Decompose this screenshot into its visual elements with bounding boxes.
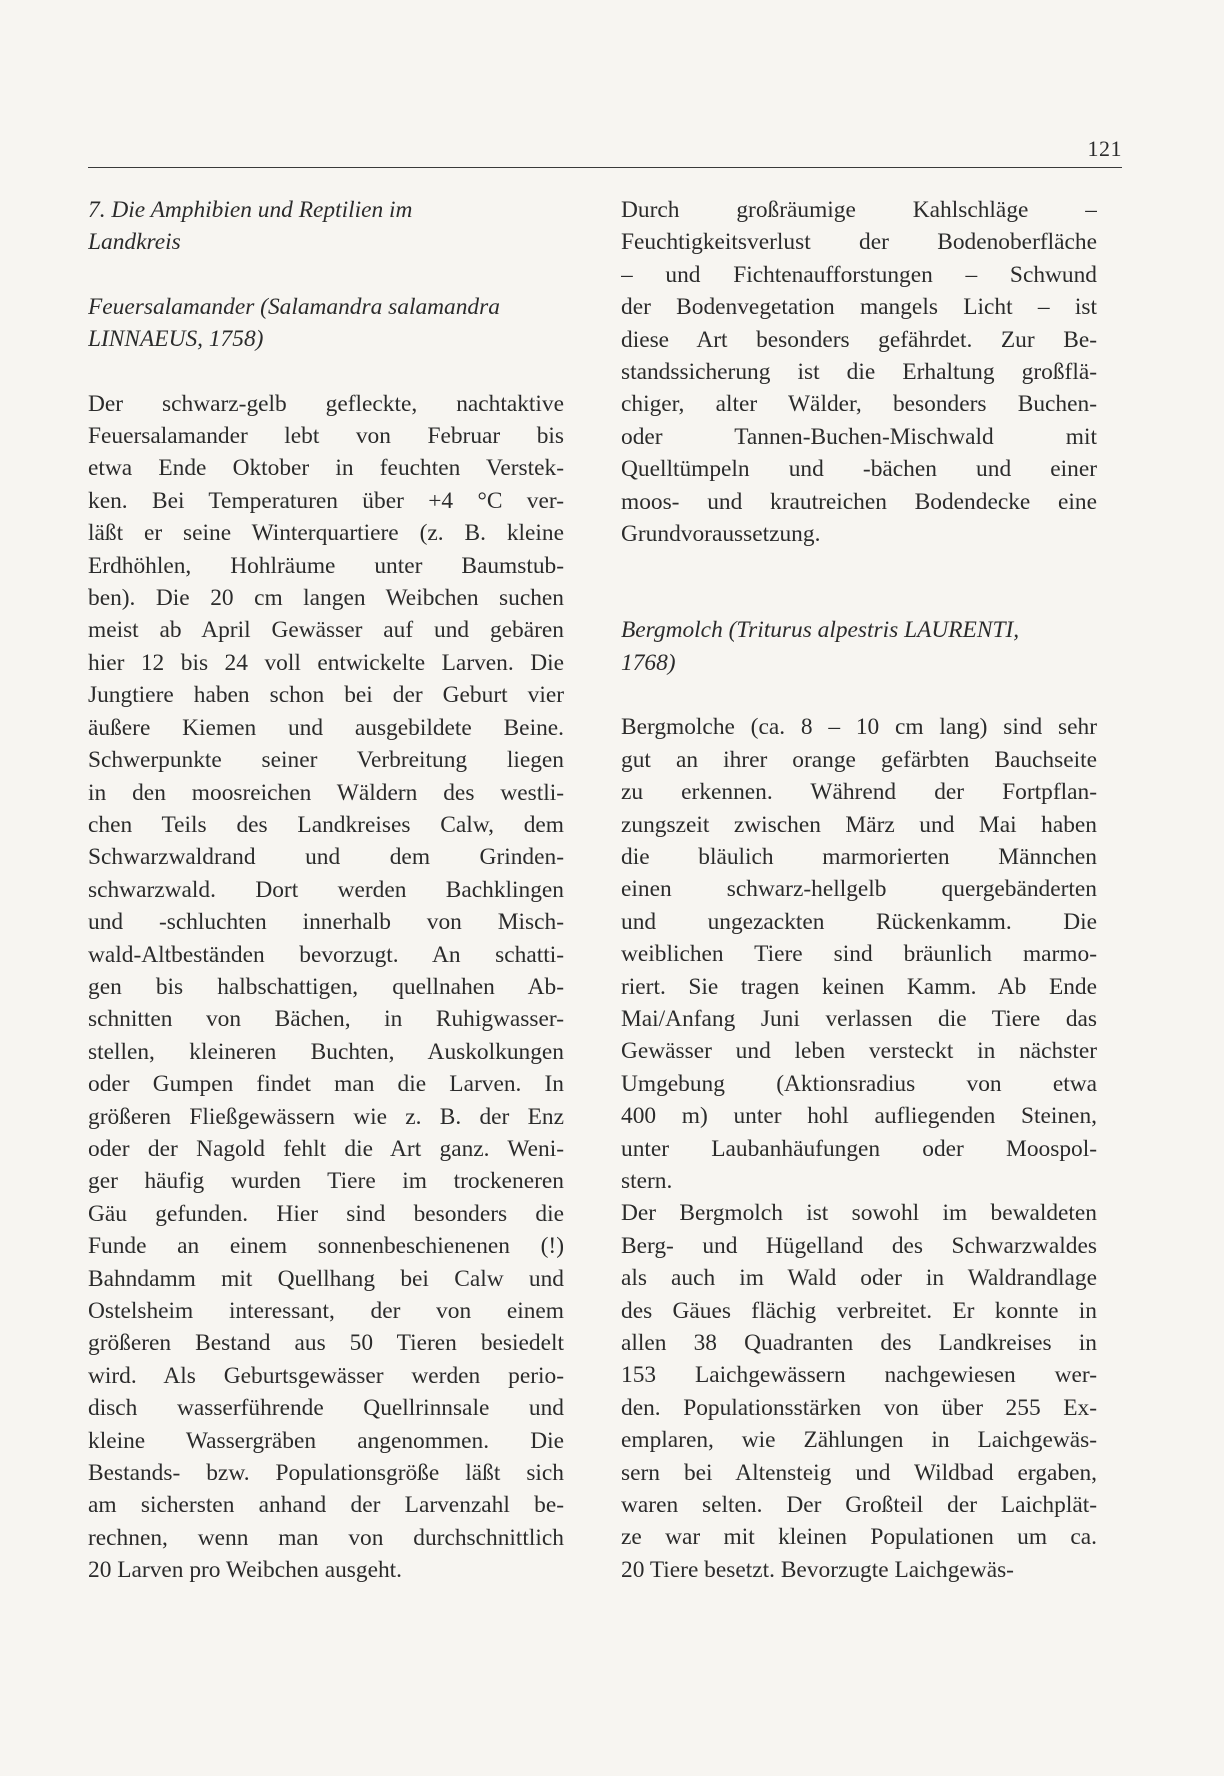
- header-rule: [88, 167, 1122, 168]
- page-number: 121: [1087, 136, 1122, 161]
- text-line: Funde an einem sonnenbeschienenen (!): [88, 1233, 564, 1260]
- species-heading-feuersalamander: [88, 291, 564, 356]
- text-line: als auch im Wald oder in Waldrandlage: [621, 1265, 1097, 1292]
- text-line: ger häufig wurden Tiere im trockeneren: [88, 1168, 564, 1195]
- text-line: einen schwarz-hellgelb quergebänderten: [621, 876, 1097, 903]
- paragraph-bergmolch-beschreibung: [621, 711, 1097, 1197]
- text-line: am sichersten anhand der Larvenzahl be-: [88, 1492, 564, 1519]
- text-line: Schwarzwaldrand und dem Grinden-: [88, 844, 564, 871]
- text-line: Grundvoraussetzung.: [621, 521, 821, 548]
- text-line: Bergmolche (ca. 8 – 10 cm lang) sind sehr: [621, 714, 1097, 741]
- text-line: 400 m) unter hohl aufliegenden Steinen,: [621, 1103, 1097, 1130]
- text-line: ben). Die 20 cm langen Weibchen suchen: [88, 585, 564, 612]
- text-line: – und Fichtenaufforstungen – Schwund: [621, 261, 1097, 288]
- text-line: oder der Nagold fehlt die Art ganz. Weni-: [88, 1135, 564, 1162]
- text-line: 153 Laichgewässern nachgewiesen wer-: [621, 1362, 1097, 1389]
- text-line: Mai/Anfang Juni verlassen die Tiere das: [621, 1005, 1097, 1032]
- text-line: rechnen, wenn man von durchschnittlich: [88, 1524, 564, 1551]
- paragraph-gefaehrdung: [621, 194, 1097, 550]
- text-line: Feuersalamander lebt von Februar bis: [88, 423, 564, 450]
- text-line: Jungtiere haben schon bei der Geburt vier: [88, 682, 564, 709]
- text-line: zu erkennen. Während der Fortpflan-: [621, 779, 1097, 806]
- text-line: meist ab April Gewässer auf und gebären: [88, 617, 564, 644]
- text-line: allen 38 Quadranten des Landkreises in: [621, 1330, 1097, 1356]
- text-line: emplaren, wie Zählungen in Laichgewäs-: [621, 1427, 1097, 1454]
- text-line: Berg- und Hügelland des Schwarzwaldes: [621, 1232, 1097, 1259]
- text-line: kleine Wassergräben angenommen. Die: [88, 1427, 564, 1454]
- text-line: Landkreis: [88, 229, 181, 256]
- text-line: Schwerpunkte seiner Verbreitung liegen: [88, 747, 564, 774]
- text-line: etwa Ende Oktober in feuchten Verstek-: [88, 455, 564, 482]
- text-line: Gäu gefunden. Hier sind besonders die: [88, 1200, 564, 1227]
- text-line: größeren Bestand aus 50 Tieren besiedelt: [88, 1330, 564, 1357]
- text-line: standssicherung ist die Erhaltung großflä-: [621, 359, 1097, 386]
- text-line: Der Bergmolch ist sowohl im bewaldeten: [621, 1200, 1097, 1227]
- text-line: 20 Tiere besetzt. Bevorzugte Laichgewäs-: [621, 1556, 1014, 1583]
- text-line: LINNAEUS, 1758): [88, 326, 264, 353]
- text-line: in den moosreichen Wäldern des westli-: [88, 779, 564, 806]
- text-line: 7. Die Amphibien und Reptilien im: [88, 197, 413, 223]
- text-line: wird. Als Geburtsgewässer werden perio-: [88, 1362, 564, 1389]
- text-line: chen Teils des Landkreises Calw, dem: [88, 811, 564, 838]
- text-line: Erdhöhlen, Hohlräume unter Baumstub-: [88, 552, 564, 579]
- text-line: die bläulich marmorierten Männchen: [621, 843, 1097, 870]
- text-line: Feuchtigkeitsverlust der Bodenoberfläche: [621, 229, 1097, 256]
- text-line: und ungezackten Rückenkamm. Die: [621, 908, 1097, 935]
- text-line: äußere Kiemen und ausgebildete Beine.: [88, 714, 564, 741]
- text-line: gut an ihrer orange gefärbten Bauchseite: [621, 746, 1097, 773]
- text-line: oder Gumpen findet man die Larven. In: [88, 1071, 564, 1098]
- text-line: ze war mit kleinen Populationen um ca.: [621, 1524, 1097, 1551]
- text-line: sern bei Altensteig und Wildbad ergaben,: [621, 1459, 1097, 1486]
- text-line: Umgebung (Aktionsradius von etwa: [621, 1070, 1097, 1097]
- text-line: Bergmolch (Triturus alpestris LAURENTI,: [621, 617, 1020, 644]
- text-line: oder Tannen-Buchen-Mischwald mit: [621, 423, 1097, 450]
- text-line: der Bodenvegetation mangels Licht – ist: [621, 294, 1097, 321]
- text-line: hier 12 bis 24 voll entwickelte Larven. Die: [88, 649, 564, 676]
- text-line: ken. Bei Temperaturen über +4 °C ver-: [88, 487, 564, 514]
- paragraph-feuersalamander: [88, 388, 564, 1587]
- text-line: waren selten. Der Großteil der Laichplät-: [621, 1492, 1097, 1519]
- text-line: Der schwarz-gelb gefleckte, nachtaktive: [88, 390, 564, 417]
- paragraph-bergmolch-verbreitung: [621, 1197, 1097, 1586]
- text-line: chiger, alter Wälder, besonders Buchen-: [621, 391, 1097, 418]
- text-line: läßt er seine Winterquartiere (z. B. kleine: [88, 520, 564, 547]
- text-line: wald-Altbeständen bevorzugt. An schatti-: [88, 941, 564, 968]
- text-line: Feuersalamander (Salamandra salamandra: [88, 293, 500, 320]
- text-line: 20 Larven pro Weibchen ausgeht.: [88, 1557, 403, 1584]
- text-line: Durch großräumige Kahlschläge –: [621, 197, 1097, 223]
- right-column: [621, 194, 1097, 1586]
- text-line: weiblichen Tiere sind bräunlich marmo-: [621, 941, 1097, 968]
- text-line: stellen, kleineren Buchten, Auskolkungen: [88, 1038, 564, 1065]
- text-line: Ostelsheim interessant, der von einem: [88, 1298, 564, 1324]
- text-line: den. Populationsstärken von über 255 Ex-: [621, 1394, 1097, 1421]
- text-line: und -schluchten innerhalb von Misch-: [88, 909, 564, 936]
- left-column: [88, 194, 564, 1587]
- species-heading-bergmolch: [621, 614, 1097, 679]
- text-line: riert. Sie tragen keinen Kamm. Ab Ende: [621, 973, 1097, 1000]
- text-line: zungszeit zwischen März und Mai haben: [621, 811, 1097, 838]
- text-line: Gewässer und leben versteckt in nächster: [621, 1038, 1097, 1065]
- chapter-heading: [88, 194, 564, 259]
- text-line: Quelltümpeln und -bächen und einer: [621, 456, 1097, 483]
- text-line: 1768): [621, 649, 676, 676]
- text-line: schnitten von Bächen, in Ruhigwasser-: [88, 1006, 564, 1033]
- text-line: gen bis halbschattigen, quellnahen Ab-: [88, 973, 564, 1000]
- text-line: moos- und krautreichen Bodendecke eine: [621, 488, 1097, 515]
- text-line: schwarzwald. Dort werden Bachklingen: [88, 876, 564, 903]
- text-line: diese Art besonders gefährdet. Zur Be-: [621, 326, 1097, 353]
- text-line: disch wasserführende Quellrinnsale und: [88, 1395, 564, 1422]
- text-line: Bestands- bzw. Populationsgröße läßt sich: [88, 1460, 564, 1487]
- text-line: des Gäues flächig verbreitet. Er konnte in: [621, 1297, 1097, 1324]
- text-line: unter Laubanhäufungen oder Moospol-: [621, 1135, 1097, 1162]
- text-line: Bahndamm mit Quellhang bei Calw und: [88, 1265, 564, 1292]
- text-line: stern.: [621, 1167, 673, 1194]
- text-line: größeren Fließgewässern wie z. B. der Enz: [88, 1103, 564, 1130]
